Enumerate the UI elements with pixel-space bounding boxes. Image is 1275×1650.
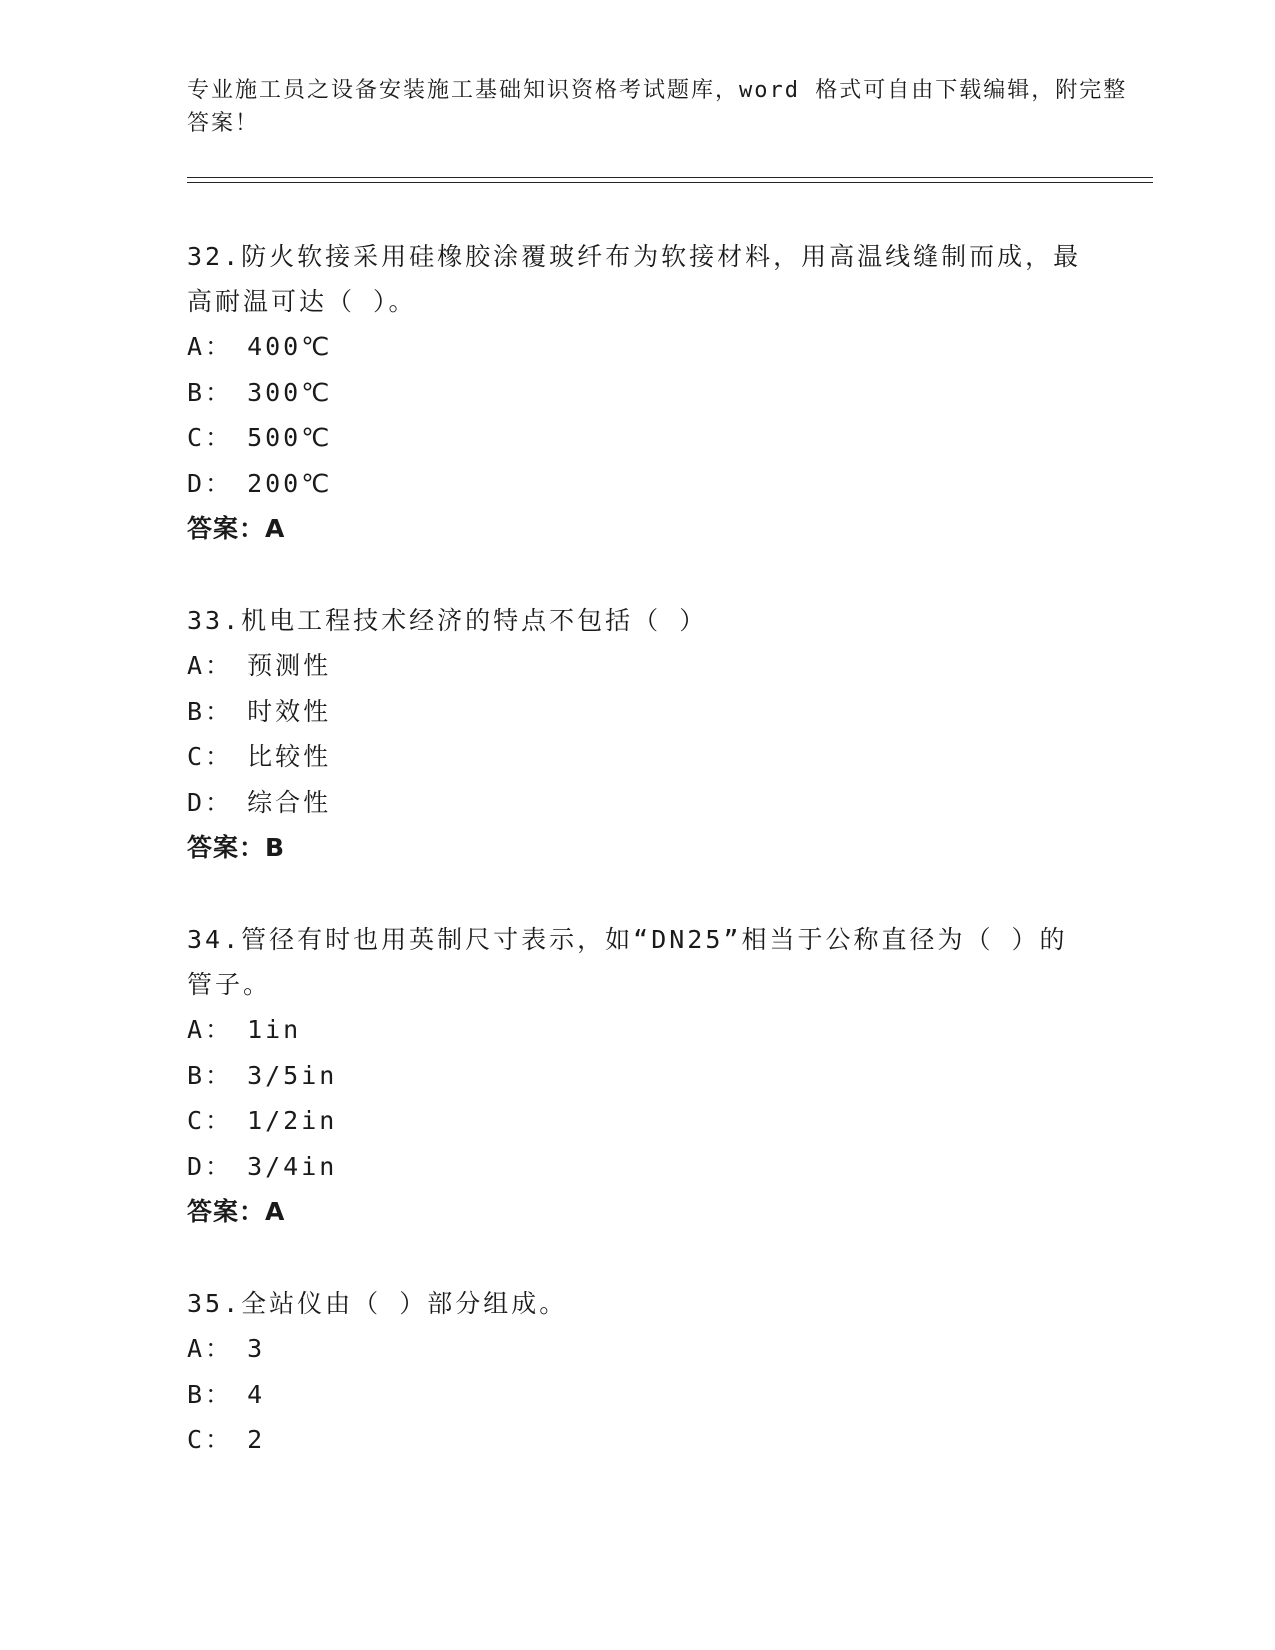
question-32 — [187, 234, 1087, 551]
option-a: A： 预测性 — [187, 651, 332, 680]
option-b: B： 时效性 — [187, 696, 332, 726]
question-stem: 35.全站仪由（ ）部分组成。 — [187, 1289, 568, 1318]
header-rule-top — [187, 177, 1153, 178]
header-rule-bottom — [187, 182, 1153, 183]
answer: 答案：B — [187, 833, 286, 862]
question-stem: 34.管径有时也用英制尺寸表示，如“DN25”相当于公称直径为（ ）的管子。 — [187, 925, 1068, 999]
question-35 — [187, 1281, 1087, 1463]
question-stem: 32.防火软接采用硅橡胶涂覆玻纤布为软接材料，用高温线缝制而成，最高耐温可达（ ）。 — [187, 242, 1082, 316]
option-d: D： 200℃ — [187, 468, 333, 498]
document-header: 专业施工员之设备安装施工基础知识资格考试题库，word 格式可自由下载编辑，附完整答案！ — [187, 78, 1128, 136]
option-a: A： 1in — [187, 1015, 302, 1044]
option-c: C： 500℃ — [187, 423, 333, 452]
option-c: C： 1/2in — [187, 1106, 338, 1135]
option-b: B： 3/5in — [187, 1060, 338, 1090]
option-b: B： 300℃ — [187, 377, 333, 407]
option-c: C： 比较性 — [187, 742, 332, 771]
question-stem: 33.机电工程技术经济的特点不包括（ ） — [187, 606, 708, 635]
answer: 答案：A — [187, 1197, 286, 1226]
option-a: A： 3 — [187, 1334, 266, 1363]
question-33 — [187, 598, 1087, 870]
option-d: D： 综合性 — [187, 787, 332, 817]
question-34 — [187, 917, 1087, 1234]
answer: 答案：A — [187, 514, 286, 543]
option-c: C： 2 — [187, 1425, 266, 1454]
option-a: A： 400℃ — [187, 332, 333, 361]
option-d: D： 3/4in — [187, 1151, 338, 1181]
option-b: B： 4 — [187, 1379, 266, 1409]
